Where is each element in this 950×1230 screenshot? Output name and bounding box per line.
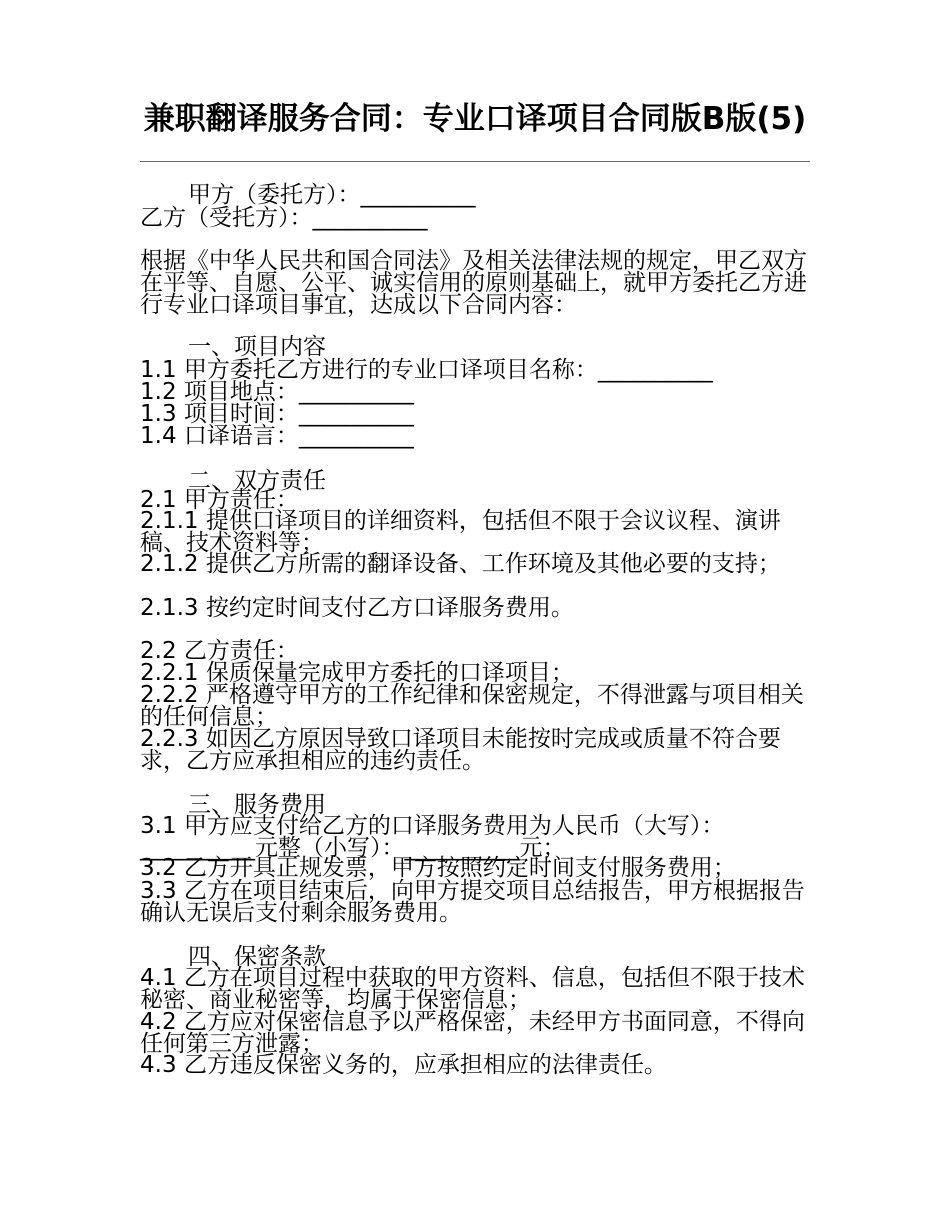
clause-3-2: 3.2 乙方开具正规发票，甲方按照约定时间支付服务费用； (140, 855, 736, 881)
clause-2-1-2: 2.1.2 提供乙方所需的翻译设备、工作环境及其他必要的支持； (140, 551, 781, 577)
section-heading-1: 一、项目内容 (188, 334, 326, 360)
clause-2-2-2: 2.2.2 严格遵守甲方的工作纪律和保密规定，不得泄露与项目相关的任何信息； (140, 682, 804, 730)
preamble-paragraph: 根据《中华人民共和国合同法》及相关法律法规的规定，甲乙双方在平等、自愿、公平、诚实信用的原则基础上，就甲方委托乙方进行专业口译项目事宜，达成以下合同内容： (140, 248, 807, 318)
clause-4-3: 4.3 乙方违反保密义务的，应承担相应的法律责任。 (140, 1052, 667, 1078)
document-title: 兼职翻译服务合同：专业口译项目合同版B版(5) (143, 101, 807, 137)
clause-1-3: 1.3 项目时间：__________ (140, 401, 414, 427)
clause-2-1-3: 2.1.3 按约定时间支付乙方口译服务费用。 (140, 595, 574, 621)
clause-2-2-3: 2.2.3 如因乙方原因导致口译项目未能按时完成或质量不符合要求，乙方应承担相应的违约责任。 (140, 726, 781, 774)
clause-2-2: 2.2 乙方责任： (140, 638, 299, 664)
title-divider (140, 161, 810, 162)
section-heading-3: 三、服务费用 (188, 792, 326, 818)
clause-2-1: 2.1 甲方责任： (140, 487, 299, 513)
clause-2-2-1: 2.2.1 保质保量完成甲方委托的口译项目； (140, 660, 574, 686)
section-heading-4: 四、保密条款 (188, 944, 326, 970)
clause-1-4: 1.4 口译语言：__________ (140, 423, 414, 449)
party-b-line: 乙方（受托方）：__________ (140, 205, 428, 231)
clause-1-1: 1.1 甲方委托乙方进行的专业口译项目名称：__________ (140, 357, 713, 383)
clause-2-1-1: 2.1.1 提供口译项目的详细资料，包括但不限于会议议程、演讲稿、技术资料等； (140, 508, 781, 556)
clause-3-1: 3.1 甲方应支付给乙方的口译服务费用为人民币（大写）：__________元整（小写）：__________元； (140, 813, 725, 861)
section-heading-2: 二、双方责任 (188, 468, 326, 494)
clause-4-1: 4.1 乙方在项目过程中获取的甲方资料、信息，包括但不限于技术秘密、商业秘密等，均属于保密信息； (140, 965, 805, 1013)
party-a-line: 甲方（委托方）：__________ (188, 182, 476, 208)
clause-4-2: 4.2 乙方应对保密信息予以严格保密，未经甲方书面同意，不得向任何第三方泄露； (140, 1009, 805, 1057)
clause-3-3: 3.3 乙方在项目结束后，向甲方提交项目总结报告，甲方根据报告确认无误后支付剩余服务费用。 (140, 878, 805, 926)
clause-1-2: 1.2 项目地点：__________ (140, 379, 414, 405)
